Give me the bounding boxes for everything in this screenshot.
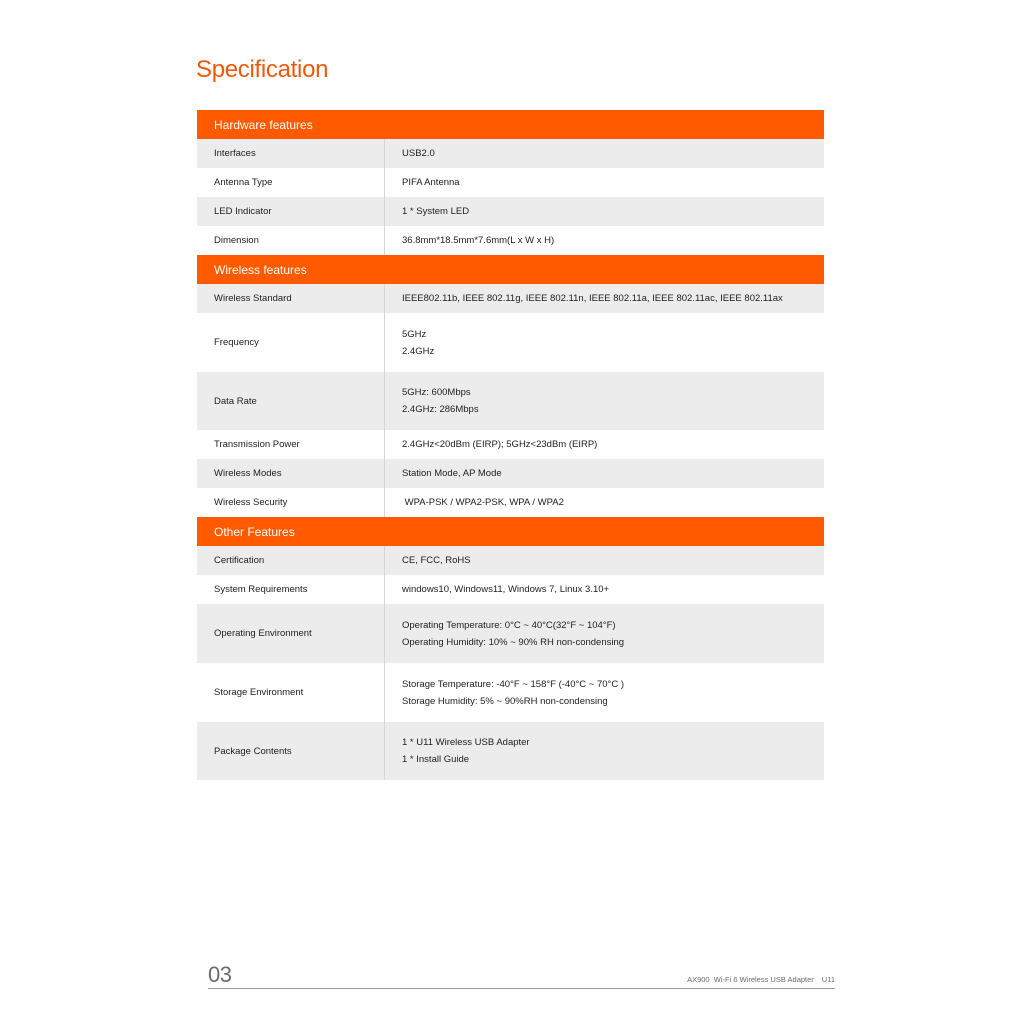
spec-row-wireless-standard: [197, 284, 824, 313]
spec-value-line: CE, FCC, RoHS: [402, 555, 471, 566]
spec-row-transmission-power: [197, 430, 824, 459]
spec-value-line: 5GHz: [402, 328, 427, 340]
spec-label: Data Rate: [197, 372, 385, 430]
spec-label: Wireless Security: [197, 488, 385, 517]
spec-value-line: Operating Temperature: 0°C ~ 40°C(32°F ~ 104°F): [402, 619, 616, 631]
spec-row-system-requirements: [197, 575, 824, 604]
spec-label: Transmission Power: [197, 430, 385, 459]
spec-table: [197, 110, 824, 780]
spec-value: [385, 575, 824, 604]
spec-value: [385, 168, 824, 197]
footer-product-info: [687, 975, 835, 984]
spec-value: [385, 546, 824, 575]
spec-label: Antenna Type: [197, 168, 385, 197]
spec-label: Certification: [197, 546, 385, 575]
spec-value-line: 5GHz: 600Mbps: [402, 387, 471, 398]
spec-label: Operating Environment: [197, 604, 385, 663]
spec-row-dimension: [197, 226, 824, 255]
spec-row-interfaces: [197, 139, 824, 168]
spec-value: [385, 663, 824, 722]
footer-divider: [208, 988, 835, 989]
spec-label: Frequency: [197, 313, 385, 372]
footer-model: U11: [821, 975, 835, 984]
spec-value-line: USB2.0: [402, 148, 435, 159]
spec-row-certification: [197, 546, 824, 575]
spec-value-line: Operating Humidity: 10% ~ 90% RH non-condensing: [402, 636, 625, 648]
spec-value: [385, 313, 824, 372]
spec-row-led-indicator: [197, 197, 824, 226]
spec-row-wireless-security: [197, 488, 824, 517]
spec-value-line: 2.4GHz: 286Mbps: [402, 404, 479, 415]
spec-label: Wireless Standard: [197, 284, 385, 313]
spec-value-line: 36.8mm*18.5mm*7.6mm(L x W x H): [402, 235, 555, 246]
spec-row-package-contents: [197, 722, 824, 780]
spec-value-line: PIFA Antenna: [402, 177, 460, 188]
spec-value-line: IEEE802.11b, IEEE 802.11g, IEEE 802.11n, IEEE 802.11a, IEEE 802.11ac, IEEE 802.11ax: [402, 293, 783, 304]
spec-row-antenna-type: [197, 168, 824, 197]
spec-value: [385, 284, 824, 313]
spec-label: Wireless Modes: [197, 459, 385, 488]
spec-value: [385, 197, 824, 226]
spec-label: Interfaces: [197, 139, 385, 168]
spec-value-line: Storage Temperature: -40°F ~ 158°F (-40°C ~ 70°C ): [402, 678, 625, 690]
spec-label: Dimension: [197, 226, 385, 255]
spec-value: [385, 722, 824, 780]
spec-value-line: Station Mode, AP Mode: [402, 468, 502, 479]
spec-row-frequency: [197, 313, 824, 372]
spec-value-line: 2.4GHz: [402, 345, 435, 357]
spec-row-operating-environment: [197, 604, 824, 663]
spec-value: [385, 430, 824, 459]
spec-row-storage-environment: [197, 663, 824, 722]
spec-value-line: WPA-PSK / WPA2-PSK, WPA / WPA2: [402, 497, 564, 508]
spec-label: Package Contents: [197, 722, 385, 780]
spec-label: System Requirements: [197, 575, 385, 604]
spec-value: [385, 459, 824, 488]
page-title: Specification: [196, 56, 329, 83]
section-header-wireless: Wireless features: [197, 255, 824, 284]
footer-product-name: AX900 Wi-Fi 6 Wireless USB Adapter: [687, 975, 814, 984]
spec-value: [385, 226, 824, 255]
spec-value-line: 1 * Install Guide: [402, 754, 470, 765]
spec-label: LED Indicator: [197, 197, 385, 226]
spec-value-line: 2.4GHz<20dBm (EIRP); 5GHz<23dBm (EIRP): [402, 439, 598, 450]
section-header-hardware: Hardware features: [197, 110, 824, 139]
spec-value: [385, 139, 824, 168]
section-header-other: Other Features: [197, 517, 824, 546]
spec-value-line: 1 * U11 Wireless USB Adapter: [402, 737, 530, 748]
page-number: 03: [208, 962, 232, 987]
spec-value: [385, 604, 824, 663]
spec-value: [385, 372, 824, 430]
spec-value: [385, 488, 824, 517]
spec-label: Storage Environment: [197, 663, 385, 722]
spec-value-line: Storage Humidity: 5% ~ 90%RH non-condensing: [402, 695, 608, 707]
spec-value-line: windows10, Windows11, Windows 7, Linux 3.10+: [402, 584, 610, 595]
spec-row-wireless-modes: [197, 459, 824, 488]
spec-row-data-rate: [197, 372, 824, 430]
spec-value-line: 1 * System LED: [402, 206, 470, 217]
